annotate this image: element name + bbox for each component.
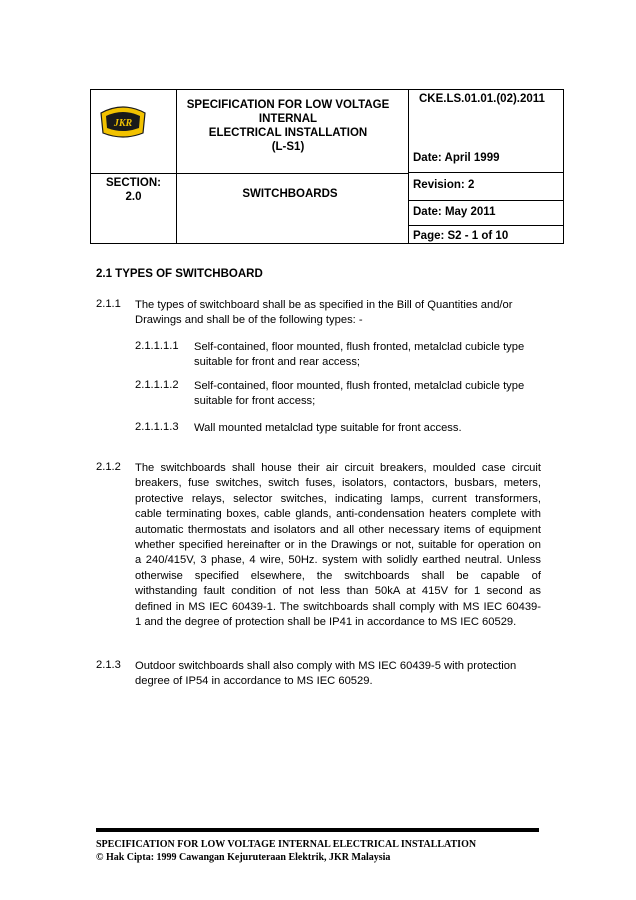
clause-number: 2.1.1: [96, 298, 121, 310]
item-number: 2.1.1.1.2: [135, 379, 179, 391]
text-line: otherwise specified elsewhere, the switchboards shall be capable of: [135, 569, 541, 582]
text-line: defined in MS IEC 60439-1. The switchboards shall comply with MS IEC 60439-: [135, 600, 541, 613]
list-item: Wall mounted metalclad type suitable for front access.: [194, 422, 462, 434]
text-line: automatic thermostats and isolators and all other necessary items of equipment: [135, 523, 541, 536]
text-line: a 240/415V, 3 phase, 4 wire, 50Hz. system with solidly earthed neutral. Unless: [135, 554, 541, 567]
clause-2-1-3: Outdoor switchboards shall also comply with MS IEC 60439-5 with protection degree of IP54 in accordance to MS IEC 60529.: [135, 660, 517, 688]
specification-title: SPECIFICATION FOR LOW VOLTAGE INTERNAL ELECTRICAL INSTALLATION (L-S1): [186, 99, 390, 153]
jkr-logo: [97, 103, 149, 139]
section-label: SECTION: 2.0: [106, 177, 161, 203]
text-line: withstanding fault condition of not less than 50kA at 415V for 1 second as: [135, 585, 541, 598]
svg-text:JKR: JKR: [113, 118, 133, 129]
text-line: cable terminating boxes, cable glands, anti-condensation heaters complete with: [135, 508, 541, 521]
item-number: 2.1.1.1.1: [135, 340, 179, 352]
header-divider: [91, 173, 408, 174]
clause-number: 2.1.2: [96, 461, 121, 473]
document-header-table: [90, 89, 564, 244]
document-code: CKE.LS.01.01.(02).2011: [419, 93, 545, 105]
section-heading: 2.1 TYPES OF SWITCHBOARD: [96, 268, 263, 280]
revision-date: Date: May 2011: [413, 206, 496, 218]
clause-number: 2.1.3: [96, 659, 121, 671]
text-line: whether specified hereinafter or in the Drawings or not, suitable for operation on: [135, 539, 541, 552]
clause-2-1-1: The types of switchboard shall be as specified in the Bill of Quantities and/or Drawings and shall be of the following types: -: [135, 299, 513, 327]
list-item: Self-contained, floor mounted, flush fronted, metalclad cubicle type suitable for front and rear access;: [194, 341, 525, 369]
footer-rule: [96, 828, 539, 832]
text-line: protective relays, selector switches, indicating lamps, current transformers,: [135, 492, 541, 505]
text-line: breakers, fuse switches, switch fuses, isolators, contactors, busbars, meters,: [135, 477, 541, 490]
header-divider: [408, 225, 563, 226]
header-divider: [408, 200, 563, 201]
revision: Revision: 2: [413, 179, 475, 191]
header-divider: [408, 172, 563, 173]
clause-2-1-2: [135, 461, 541, 630]
text-line: The switchboards shall house their air circuit breakers, moulded case circuit: [135, 462, 541, 474]
item-number: 2.1.1.1.3: [135, 421, 179, 433]
page-number: Page: S2 - 1 of 10: [413, 230, 509, 242]
section-title: SWITCHBOARDS: [242, 188, 338, 200]
issue-date: Date: April 1999: [413, 152, 500, 164]
text-line: 1 and the degree of protection shall be IP41 in accordance to MS IEC 60529.: [135, 616, 517, 629]
page-footer: SPECIFICATION FOR LOW VOLTAGE INTERNAL ELECTRICAL INSTALLATION © Hak Cipta: 1999 Cawangan Kejuruteraan Elektrik, JKR Malaysia: [96, 839, 477, 863]
header-divider: [408, 90, 409, 243]
list-item: Self-contained, floor mounted, flush fronted, metalclad cubicle type suitable for front access;: [194, 380, 525, 408]
